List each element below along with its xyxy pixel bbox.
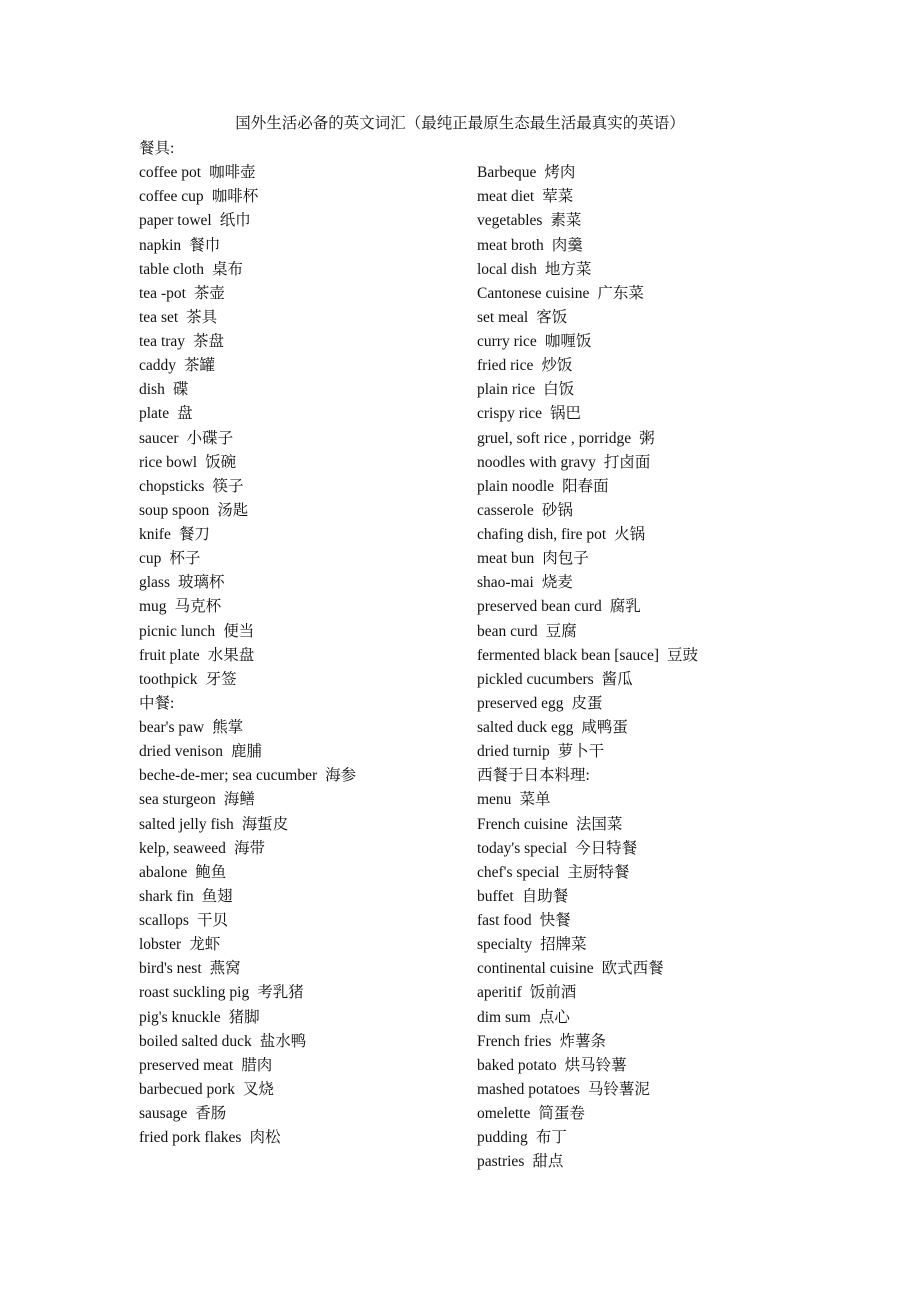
vocab-entry <box>477 813 807 837</box>
english-term: dried venison <box>139 743 223 761</box>
vocab-entry <box>139 764 459 788</box>
chinese-term: 皮蛋 <box>571 694 603 712</box>
vocab-entry <box>139 957 459 981</box>
english-term: meat diet <box>477 188 535 206</box>
vocab-entry <box>139 1126 459 1150</box>
english-term: glass <box>139 574 170 592</box>
chinese-term: 简蛋卷 <box>538 1105 585 1122</box>
vocab-entry <box>139 523 459 547</box>
vocab-entry <box>477 716 807 740</box>
english-term: knife <box>139 526 171 543</box>
vocab-entry <box>477 740 807 764</box>
english-term: specialty <box>477 936 533 954</box>
vocab-entry <box>477 378 807 402</box>
vocab-entry <box>139 740 459 764</box>
vocab-entry <box>477 1102 807 1126</box>
chinese-term: 点心 <box>538 1008 570 1026</box>
vocab-entry <box>477 668 807 692</box>
chinese-term: 水果盘 <box>207 646 255 664</box>
english-term: French cuisine <box>477 815 568 833</box>
chinese-term: 玻璃杯 <box>178 574 225 592</box>
chinese-term: 广东菜 <box>597 284 644 302</box>
chinese-term: 白饭 <box>543 381 575 399</box>
chinese-term: 咖啡杯 <box>211 188 259 206</box>
chinese-term: 素菜 <box>550 212 582 230</box>
chinese-term: 燕窝 <box>209 960 241 978</box>
chinese-term: 炸薯条 <box>559 1032 606 1050</box>
vocab-entry <box>477 1054 807 1078</box>
chinese-term: 盐水鸭 <box>259 1032 307 1050</box>
vocab-entry <box>139 981 459 1005</box>
chinese-term: 牙签 <box>205 670 237 688</box>
english-term: coffee cup <box>139 188 204 206</box>
chinese-term: 茶罐 <box>184 357 216 375</box>
chinese-term: 肉包子 <box>542 550 589 568</box>
vocab-entry <box>477 185 807 209</box>
chinese-term: 欧式西餐 <box>601 960 664 978</box>
chinese-term: 腊肉 <box>241 1056 273 1074</box>
chinese-term: 海蜇皮 <box>241 815 289 833</box>
vocab-entry <box>139 571 459 595</box>
english-term: fried pork flakes <box>139 1129 242 1147</box>
chinese-term: 咖啡壶 <box>209 164 256 182</box>
vocab-entry <box>477 475 807 499</box>
english-term: scallops <box>139 912 189 929</box>
english-term: preserved egg <box>477 694 564 712</box>
vocab-entry <box>477 451 807 475</box>
english-term: noodles with gravy <box>477 453 596 471</box>
chinese-term: 猪脚 <box>228 1008 260 1026</box>
english-term: barbecued pork <box>139 1080 235 1098</box>
right-vocabulary-column <box>477 137 807 1174</box>
vocab-entry <box>477 547 807 571</box>
vocab-entry <box>477 427 807 451</box>
vocab-entry <box>139 1054 459 1078</box>
vocab-entry <box>139 668 459 692</box>
vocab-entry <box>139 909 459 933</box>
vocab-entry <box>477 909 807 933</box>
chinese-term: 鹿脯 <box>230 743 262 761</box>
vocab-entry <box>477 957 807 981</box>
blank-line <box>477 137 807 161</box>
vocab-entry <box>477 1030 807 1054</box>
chinese-term: 熊掌 <box>212 719 244 736</box>
chinese-term: 阳春面 <box>562 477 609 495</box>
english-term: chafing dish, fire pot <box>477 526 607 543</box>
vocab-entry <box>477 354 807 378</box>
vocab-entry <box>139 1030 459 1054</box>
vocab-entry <box>139 644 459 668</box>
vocab-entry <box>139 788 459 812</box>
chinese-term: 肉松 <box>249 1129 281 1147</box>
english-term: omelette <box>477 1105 531 1122</box>
english-term: bird's nest <box>139 960 202 978</box>
chinese-term: 叉烧 <box>242 1080 274 1098</box>
chinese-term: 快餐 <box>539 912 571 929</box>
chinese-term: 盘 <box>177 405 193 423</box>
vocab-entry <box>139 1006 459 1030</box>
vocab-entry <box>139 354 459 378</box>
english-term: mashed potatoes <box>477 1080 580 1098</box>
chinese-term: 酱瓜 <box>601 670 633 688</box>
english-term: salted duck egg <box>477 719 574 736</box>
english-term: Barbeque <box>477 164 537 182</box>
english-term: Cantonese cuisine <box>477 284 590 302</box>
vocab-entry <box>139 1102 459 1126</box>
vocab-entry <box>477 1150 807 1174</box>
english-term: set meal <box>477 308 529 326</box>
chinese-term: 海参 <box>325 767 357 785</box>
vocab-entry <box>477 402 807 426</box>
english-term: tea -pot <box>139 284 186 302</box>
english-term: menu <box>477 791 512 809</box>
chinese-term: 腐乳 <box>609 598 641 616</box>
english-term: fermented black bean [sauce] <box>477 646 660 664</box>
chinese-term: 杯子 <box>169 550 201 568</box>
vocab-entry <box>139 427 459 451</box>
chinese-term: 饭前酒 <box>529 984 577 1002</box>
chinese-term: 龙虾 <box>189 936 221 954</box>
english-term: casserole <box>477 501 534 519</box>
chinese-term: 肉羹 <box>551 236 583 254</box>
chinese-term: 碟 <box>172 381 189 399</box>
vocab-entry <box>477 595 807 619</box>
vocab-entry <box>139 378 459 402</box>
english-term: sausage <box>139 1105 188 1122</box>
chinese-term: 考乳猪 <box>257 984 304 1002</box>
chinese-term: 茶具 <box>186 308 218 326</box>
english-term: local dish <box>477 260 537 278</box>
chinese-term: 荤菜 <box>542 188 574 206</box>
vocab-entry <box>139 716 459 740</box>
vocab-entry <box>477 571 807 595</box>
chinese-term: 马铃薯泥 <box>587 1080 650 1098</box>
chinese-term: 茶盘 <box>193 333 225 350</box>
chinese-term: 萝卜干 <box>557 743 605 761</box>
english-term: plain noodle <box>477 477 555 495</box>
english-term: picnic lunch <box>139 622 216 640</box>
vocab-entry <box>477 837 807 861</box>
chinese-term: 便当 <box>223 622 255 640</box>
english-term: napkin <box>139 236 182 254</box>
english-term: preserved meat <box>139 1056 234 1074</box>
chinese-term: 甜点 <box>532 1153 564 1171</box>
english-term: fast food <box>477 912 532 929</box>
english-term: fried rice <box>477 357 534 375</box>
english-term: mug <box>139 598 167 616</box>
chinese-term: 餐刀 <box>178 526 210 543</box>
vocab-entry <box>477 644 807 668</box>
chinese-term: 小碟子 <box>186 429 234 447</box>
chinese-term: 法国菜 <box>575 815 623 833</box>
chinese-term: 桌布 <box>212 260 244 278</box>
vocab-entry <box>139 402 459 426</box>
english-term: rice bowl <box>139 453 198 471</box>
english-term: bear's paw <box>139 719 205 736</box>
english-term: bean curd <box>477 622 538 640</box>
chinese-term: 砂锅 <box>541 501 573 519</box>
chinese-term: 茶壶 <box>193 284 225 302</box>
vocab-entry <box>139 813 459 837</box>
vocab-entry <box>477 692 807 716</box>
vocab-entry <box>477 258 807 282</box>
english-term: pudding <box>477 1129 528 1147</box>
chinese-term: 布丁 <box>535 1129 567 1147</box>
chinese-term: 咸鸭蛋 <box>581 719 628 736</box>
vocab-entry <box>477 282 807 306</box>
english-term: dish <box>139 381 165 399</box>
english-term: meat broth <box>477 236 544 254</box>
vocab-entry <box>139 282 459 306</box>
vocab-entry <box>139 161 459 185</box>
section-heading: 西餐于日本料理: <box>477 767 590 785</box>
english-term: saucer <box>139 429 179 447</box>
english-term: abalone <box>139 863 188 881</box>
chinese-term: 烤肉 <box>544 164 576 182</box>
section-heading: 餐具: <box>139 140 175 157</box>
chinese-term: 饭碗 <box>205 453 237 471</box>
chinese-term: 鲍鱼 <box>195 863 227 881</box>
english-term: kelp, seaweed <box>139 839 226 857</box>
english-term: chef's special <box>477 863 560 881</box>
english-term: pastries <box>477 1153 525 1171</box>
english-term: meat bun <box>477 550 535 568</box>
chinese-term: 今日特餐 <box>575 839 638 857</box>
left-vocabulary-column <box>139 137 459 1150</box>
english-term: continental cuisine <box>477 960 594 978</box>
chinese-term: 海鳝 <box>223 791 255 809</box>
vocab-entry <box>139 185 459 209</box>
english-term: paper towel <box>139 212 212 230</box>
vocab-entry <box>139 499 459 523</box>
english-term: pig's knuckle <box>139 1008 221 1026</box>
vocab-entry <box>139 209 459 233</box>
english-term: sea sturgeon <box>139 791 216 809</box>
vocab-entry <box>139 885 459 909</box>
vocab-entry <box>477 330 807 354</box>
english-term: today's special <box>477 839 568 857</box>
chinese-term: 烧麦 <box>541 574 573 592</box>
vocab-entry <box>139 475 459 499</box>
english-term: plain rice <box>477 381 536 399</box>
vocab-entry <box>477 933 807 957</box>
chinese-term: 筷子 <box>212 477 244 495</box>
vocab-entry <box>139 595 459 619</box>
vocab-entry <box>477 861 807 885</box>
english-term: shark fin <box>139 887 194 905</box>
english-term: vegetables <box>477 212 543 230</box>
vocab-entry <box>139 861 459 885</box>
vocab-entry <box>477 1126 807 1150</box>
section-heading: 中餐: <box>139 694 175 712</box>
vocab-entry <box>477 209 807 233</box>
vocab-entry <box>477 234 807 258</box>
vocab-entry <box>139 837 459 861</box>
vocab-entry <box>477 499 807 523</box>
chinese-term: 海带 <box>233 839 265 857</box>
chinese-term: 鱼翅 <box>201 887 233 905</box>
english-term: baked potato <box>477 1056 557 1074</box>
chinese-term: 香肠 <box>195 1105 227 1122</box>
vocab-entry <box>139 330 459 354</box>
english-term: tea set <box>139 308 179 326</box>
chinese-term: 烘马铃薯 <box>564 1056 627 1074</box>
english-term: pickled cucumbers <box>477 670 594 688</box>
english-term: cup <box>139 550 162 568</box>
english-term: boiled salted duck <box>139 1032 252 1050</box>
english-term: dim sum <box>477 1008 531 1026</box>
english-term: fruit plate <box>139 646 200 664</box>
vocab-entry <box>139 1078 459 1102</box>
chinese-term: 打卤面 <box>603 453 651 471</box>
english-term: soup spoon <box>139 501 210 519</box>
vocab-entry <box>477 1078 807 1102</box>
chinese-term: 招牌菜 <box>540 936 587 954</box>
chinese-term: 主厨特餐 <box>567 863 630 881</box>
english-term: roast suckling pig <box>139 984 250 1002</box>
english-term: gruel, soft rice , porridge <box>477 429 632 447</box>
vocab-entry <box>139 547 459 571</box>
english-term: beche-de-mer; sea cucumber <box>139 767 318 785</box>
vocab-entry <box>139 451 459 475</box>
english-term: tea tray <box>139 333 186 350</box>
chinese-term: 菜单 <box>519 791 551 809</box>
english-term: curry rice <box>477 333 537 350</box>
chinese-term: 干贝 <box>196 912 228 929</box>
vocab-entry <box>477 620 807 644</box>
vocab-entry <box>477 523 807 547</box>
english-term: coffee pot <box>139 164 202 182</box>
vocab-entry <box>477 885 807 909</box>
vocab-entry <box>139 933 459 957</box>
chinese-term: 咖喱饭 <box>544 333 592 350</box>
chinese-term: 火锅 <box>614 526 646 543</box>
chinese-term: 锅巴 <box>549 405 581 423</box>
english-term: caddy <box>139 357 177 375</box>
vocab-entry <box>477 788 807 812</box>
vocab-entry <box>139 306 459 330</box>
chinese-term: 马克杯 <box>174 598 222 616</box>
chinese-term: 粥 <box>639 429 655 447</box>
vocab-entry <box>477 161 807 185</box>
vocab-entry <box>139 258 459 282</box>
chinese-term: 自助餐 <box>521 887 569 905</box>
english-term: dried turnip <box>477 743 550 761</box>
english-term: chopsticks <box>139 477 205 495</box>
page-title: 国外生活必备的英文词汇（最纯正最原生态最生活最真实的英语） <box>235 115 685 132</box>
chinese-term: 餐巾 <box>189 236 221 254</box>
english-term: buffet <box>477 887 514 905</box>
english-term: lobster <box>139 936 182 954</box>
english-term: salted jelly fish <box>139 815 234 833</box>
english-term: aperitif <box>477 984 522 1002</box>
chinese-term: 地方菜 <box>544 260 592 278</box>
english-term: preserved bean curd <box>477 598 602 616</box>
chinese-term: 纸巾 <box>219 212 251 230</box>
vocab-entry <box>139 620 459 644</box>
vocab-entry <box>477 1006 807 1030</box>
english-term: crispy rice <box>477 405 542 423</box>
vocab-entry <box>477 981 807 1005</box>
english-term: plate <box>139 405 170 423</box>
english-term: table cloth <box>139 260 204 278</box>
vocab-entry <box>139 234 459 258</box>
chinese-term: 汤匙 <box>217 501 249 519</box>
chinese-term: 豆腐 <box>545 622 577 640</box>
chinese-term: 客饭 <box>536 308 568 326</box>
chinese-term: 炒饭 <box>541 357 573 375</box>
english-term: toothpick <box>139 670 198 688</box>
english-term: shao-mai <box>477 574 534 592</box>
english-term: French fries <box>477 1032 552 1050</box>
chinese-term: 豆豉 <box>667 646 699 664</box>
vocab-entry <box>477 306 807 330</box>
